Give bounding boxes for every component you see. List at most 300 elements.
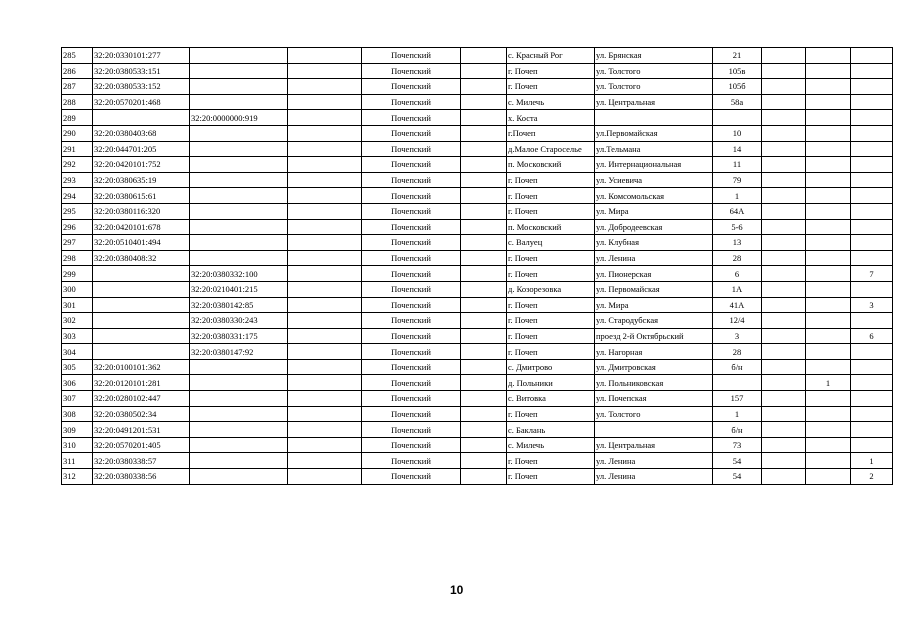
district-cell: Почепский [362, 110, 461, 126]
table-row [62, 125, 893, 141]
blank-cell [288, 313, 362, 329]
blank-cell [461, 141, 507, 157]
extra-column-1-cell [762, 79, 806, 95]
blank-cell [461, 250, 507, 266]
table-row [62, 469, 893, 485]
blank-cell [461, 110, 507, 126]
cadastral-number-alt-cell [190, 422, 288, 438]
blank-cell [288, 141, 362, 157]
extra-column-1-cell [762, 63, 806, 79]
table-row [62, 188, 893, 204]
district-cell: Почепский [362, 375, 461, 391]
extra-column-3-cell [851, 172, 893, 188]
cadastral-number-cell: 32:20:0570201:405 [93, 437, 190, 453]
row-number: 304 [62, 344, 93, 360]
table-row [62, 250, 893, 266]
extra-column-3-cell [851, 391, 893, 407]
extra-column-3-cell [851, 219, 893, 235]
house-number-cell: б/н [713, 422, 762, 438]
locality-cell: с. Милечь [507, 94, 595, 110]
extra-column-2-cell [806, 453, 851, 469]
house-number-cell: 54 [713, 469, 762, 485]
district-cell: Почепский [362, 281, 461, 297]
blank-cell [461, 48, 507, 64]
extra-column-2-cell [806, 328, 851, 344]
street-cell: ул.Первомайская [595, 125, 713, 141]
house-number-cell [713, 110, 762, 126]
row-number: 305 [62, 359, 93, 375]
blank-cell [288, 203, 362, 219]
row-number: 292 [62, 157, 93, 173]
blank-cell [288, 63, 362, 79]
house-number-cell: 11 [713, 157, 762, 173]
street-cell: ул. Мира [595, 203, 713, 219]
table-row [62, 63, 893, 79]
blank-cell [461, 235, 507, 251]
cadastral-number-alt-cell [190, 63, 288, 79]
table-row [62, 157, 893, 173]
registry-table [61, 47, 893, 485]
extra-column-1-cell [762, 328, 806, 344]
cadastral-number-alt-cell [190, 235, 288, 251]
locality-cell: х. Коста [507, 110, 595, 126]
street-cell: ул. Почепская [595, 391, 713, 407]
district-cell: Почепский [362, 203, 461, 219]
extra-column-3-cell [851, 235, 893, 251]
blank-cell [461, 203, 507, 219]
row-number: 293 [62, 172, 93, 188]
cadastral-number-alt-cell [190, 188, 288, 204]
extra-column-1-cell [762, 359, 806, 375]
extra-column-1-cell [762, 94, 806, 110]
locality-cell: г. Почеп [507, 203, 595, 219]
cadastral-number-cell: 32:20:0100101:362 [93, 359, 190, 375]
blank-cell [288, 235, 362, 251]
blank-cell [461, 406, 507, 422]
extra-column-2-cell [806, 469, 851, 485]
blank-cell [288, 406, 362, 422]
cadastral-number-alt-cell: 32:20:0380332:100 [190, 266, 288, 282]
cadastral-number-alt-cell [190, 219, 288, 235]
extra-column-3-cell [851, 125, 893, 141]
blank-cell [288, 437, 362, 453]
cadastral-number-alt-cell [190, 48, 288, 64]
locality-cell: г. Почеп [507, 344, 595, 360]
cadastral-number-cell: 32:20:0380116:320 [93, 203, 190, 219]
district-cell: Почепский [362, 141, 461, 157]
district-cell: Почепский [362, 63, 461, 79]
cadastral-number-alt-cell: 32:20:0380331:175 [190, 328, 288, 344]
row-number: 295 [62, 203, 93, 219]
extra-column-2-cell [806, 172, 851, 188]
extra-column-2-cell [806, 406, 851, 422]
blank-cell [461, 469, 507, 485]
extra-column-1-cell [762, 125, 806, 141]
cadastral-number-cell: 32:20:0491201:531 [93, 422, 190, 438]
locality-cell: г. Почеп [507, 313, 595, 329]
table-row [62, 203, 893, 219]
extra-column-1-cell [762, 375, 806, 391]
extra-column-2-cell [806, 188, 851, 204]
row-number: 297 [62, 235, 93, 251]
cadastral-number-cell [93, 313, 190, 329]
house-number-cell: 13 [713, 235, 762, 251]
extra-column-1-cell [762, 422, 806, 438]
table-row [62, 235, 893, 251]
house-number-cell: 73 [713, 437, 762, 453]
street-cell: ул. Мира [595, 297, 713, 313]
locality-cell: д. Козорезовка [507, 281, 595, 297]
blank-cell [461, 422, 507, 438]
row-number: 287 [62, 79, 93, 95]
cadastral-number-alt-cell [190, 437, 288, 453]
district-cell: Почепский [362, 172, 461, 188]
district-cell: Почепский [362, 406, 461, 422]
street-cell: проезд 2-й Октябрьский [595, 328, 713, 344]
extra-column-2-cell [806, 157, 851, 173]
street-cell: ул. Брянская [595, 48, 713, 64]
house-number-cell: 12/4 [713, 313, 762, 329]
street-cell: ул. Ленина [595, 453, 713, 469]
locality-cell: д.Малое Староселье [507, 141, 595, 157]
extra-column-1-cell [762, 141, 806, 157]
cadastral-number-cell [93, 110, 190, 126]
extra-column-2-cell [806, 313, 851, 329]
house-number-cell: 28 [713, 250, 762, 266]
extra-column-2-cell [806, 250, 851, 266]
district-cell: Почепский [362, 48, 461, 64]
extra-column-2-cell [806, 79, 851, 95]
blank-cell [461, 453, 507, 469]
blank-cell [288, 110, 362, 126]
extra-column-1-cell [762, 391, 806, 407]
cadastral-number-alt-cell [190, 79, 288, 95]
blank-cell [288, 188, 362, 204]
cadastral-number-alt-cell [190, 359, 288, 375]
extra-column-1-cell [762, 157, 806, 173]
cadastral-number-alt-cell [190, 94, 288, 110]
blank-cell [461, 437, 507, 453]
house-number-cell: 3 [713, 328, 762, 344]
extra-column-1-cell [762, 297, 806, 313]
table-row [62, 391, 893, 407]
extra-column-3-cell [851, 63, 893, 79]
row-number: 306 [62, 375, 93, 391]
street-cell: ул. Толстого [595, 79, 713, 95]
cadastral-number-alt-cell [190, 375, 288, 391]
cadastral-number-cell: 32:20:0380615:61 [93, 188, 190, 204]
cadastral-number-cell: 32:20:0330101:277 [93, 48, 190, 64]
locality-cell: г. Почеп [507, 297, 595, 313]
extra-column-2-cell [806, 437, 851, 453]
table-row [62, 406, 893, 422]
blank-cell [461, 375, 507, 391]
extra-column-1-cell [762, 235, 806, 251]
cadastral-number-cell: 32:20:0420101:678 [93, 219, 190, 235]
extra-column-3-cell [851, 203, 893, 219]
extra-column-3-cell [851, 422, 893, 438]
street-cell: ул. Толстого [595, 63, 713, 79]
cadastral-number-cell: 32:20:0380338:56 [93, 469, 190, 485]
blank-cell [288, 375, 362, 391]
locality-cell: п. Московский [507, 157, 595, 173]
cadastral-number-cell: 32:20:0510401:494 [93, 235, 190, 251]
table-row [62, 359, 893, 375]
extra-column-3-cell [851, 110, 893, 126]
street-cell: ул. Первомайская [595, 281, 713, 297]
street-cell: ул. Нагорная [595, 344, 713, 360]
locality-cell: г. Почеп [507, 406, 595, 422]
blank-cell [461, 94, 507, 110]
house-number-cell: 105в [713, 63, 762, 79]
extra-column-3-cell [851, 79, 893, 95]
extra-column-1-cell [762, 453, 806, 469]
cadastral-number-alt-cell [190, 203, 288, 219]
house-number-cell: 28 [713, 344, 762, 360]
cadastral-number-alt-cell [190, 453, 288, 469]
cadastral-number-cell: 32:20:0120101:281 [93, 375, 190, 391]
extra-column-3-cell [851, 48, 893, 64]
extra-column-3-cell: 2 [851, 469, 893, 485]
street-cell: ул. Интернациональная [595, 157, 713, 173]
district-cell: Почепский [362, 250, 461, 266]
blank-cell [461, 172, 507, 188]
extra-column-2-cell [806, 141, 851, 157]
table-row [62, 328, 893, 344]
street-cell: ул. Центральная [595, 94, 713, 110]
extra-column-2-cell [806, 125, 851, 141]
blank-cell [288, 391, 362, 407]
blank-cell [461, 79, 507, 95]
cadastral-number-cell [93, 344, 190, 360]
row-number: 286 [62, 63, 93, 79]
street-cell: ул. Добродеевская [595, 219, 713, 235]
house-number-cell [713, 375, 762, 391]
table-row [62, 48, 893, 64]
extra-column-2-cell [806, 48, 851, 64]
blank-cell [288, 157, 362, 173]
extra-column-1-cell [762, 250, 806, 266]
cadastral-number-alt-cell: 32:20:0210401:215 [190, 281, 288, 297]
house-number-cell: 41А [713, 297, 762, 313]
extra-column-1-cell [762, 172, 806, 188]
cadastral-number-cell [93, 266, 190, 282]
blank-cell [461, 359, 507, 375]
blank-cell [288, 359, 362, 375]
cadastral-number-cell: 32:20:0420101:752 [93, 157, 190, 173]
blank-cell [461, 188, 507, 204]
table-row [62, 437, 893, 453]
extra-column-1-cell [762, 281, 806, 297]
cadastral-number-alt-cell [190, 172, 288, 188]
table-row [62, 297, 893, 313]
street-cell: ул. Комсомольская [595, 188, 713, 204]
house-number-cell: 64А [713, 203, 762, 219]
blank-cell [461, 313, 507, 329]
blank-cell [288, 297, 362, 313]
table-row [62, 79, 893, 95]
extra-column-1-cell [762, 344, 806, 360]
row-number: 288 [62, 94, 93, 110]
extra-column-1-cell [762, 266, 806, 282]
extra-column-3-cell [851, 281, 893, 297]
locality-cell: г. Почеп [507, 469, 595, 485]
extra-column-3-cell [851, 141, 893, 157]
district-cell: Почепский [362, 328, 461, 344]
row-number: 290 [62, 125, 93, 141]
street-cell: ул. Усиевича [595, 172, 713, 188]
house-number-cell: 5-6 [713, 219, 762, 235]
extra-column-3-cell: 6 [851, 328, 893, 344]
extra-column-3-cell [851, 375, 893, 391]
extra-column-1-cell [762, 110, 806, 126]
cadastral-number-cell: 32:20:0380635:19 [93, 172, 190, 188]
table-row [62, 375, 893, 391]
cadastral-number-alt-cell [190, 125, 288, 141]
district-cell: Почепский [362, 79, 461, 95]
house-number-cell: 1 [713, 188, 762, 204]
row-number: 309 [62, 422, 93, 438]
table-row [62, 110, 893, 126]
locality-cell: п. Московский [507, 219, 595, 235]
row-number: 308 [62, 406, 93, 422]
street-cell: ул. Клубная [595, 235, 713, 251]
locality-cell: с. Милечь [507, 437, 595, 453]
row-number: 311 [62, 453, 93, 469]
blank-cell [288, 125, 362, 141]
district-cell: Почепский [362, 359, 461, 375]
cadastral-number-cell [93, 281, 190, 297]
blank-cell [461, 391, 507, 407]
street-cell: ул.Тельмана [595, 141, 713, 157]
house-number-cell: 58а [713, 94, 762, 110]
cadastral-number-alt-cell: 32:20:0380142:85 [190, 297, 288, 313]
extra-column-3-cell [851, 94, 893, 110]
row-number: 296 [62, 219, 93, 235]
house-number-cell: 54 [713, 453, 762, 469]
extra-column-3-cell [851, 359, 893, 375]
district-cell: Почепский [362, 188, 461, 204]
extra-column-1-cell [762, 313, 806, 329]
extra-column-3-cell [851, 313, 893, 329]
locality-cell: г. Почеп [507, 453, 595, 469]
cadastral-number-cell: 32:20:044701:205 [93, 141, 190, 157]
blank-cell [288, 453, 362, 469]
cadastral-number-cell: 32:20:0570201:468 [93, 94, 190, 110]
house-number-cell: 6 [713, 266, 762, 282]
table-row [62, 94, 893, 110]
row-number: 291 [62, 141, 93, 157]
extra-column-1-cell [762, 406, 806, 422]
extra-column-3-cell [851, 344, 893, 360]
blank-cell [288, 219, 362, 235]
extra-column-1-cell [762, 219, 806, 235]
cadastral-number-alt-cell [190, 250, 288, 266]
extra-column-1-cell [762, 469, 806, 485]
extra-column-3-cell [851, 157, 893, 173]
cadastral-number-cell: 32:20:0380533:151 [93, 63, 190, 79]
table-row [62, 344, 893, 360]
locality-cell: г. Почеп [507, 250, 595, 266]
extra-column-3-cell [851, 250, 893, 266]
extra-column-2-cell [806, 203, 851, 219]
blank-cell [461, 125, 507, 141]
street-cell [595, 422, 713, 438]
blank-cell [288, 281, 362, 297]
extra-column-3-cell: 7 [851, 266, 893, 282]
cadastral-number-cell: 32:20:0380338:57 [93, 453, 190, 469]
blank-cell [288, 266, 362, 282]
street-cell: ул. Ленина [595, 469, 713, 485]
locality-cell: г. Почеп [507, 328, 595, 344]
blank-cell [461, 266, 507, 282]
house-number-cell: 1 [713, 406, 762, 422]
row-number: 312 [62, 469, 93, 485]
district-cell: Почепский [362, 422, 461, 438]
extra-column-2-cell [806, 422, 851, 438]
cadastral-number-cell [93, 328, 190, 344]
table-row [62, 219, 893, 235]
extra-column-3-cell [851, 188, 893, 204]
cadastral-number-cell: 32:20:0280102:447 [93, 391, 190, 407]
blank-cell [288, 94, 362, 110]
blank-cell [461, 344, 507, 360]
blank-cell [288, 422, 362, 438]
row-number: 310 [62, 437, 93, 453]
extra-column-2-cell [806, 281, 851, 297]
cadastral-number-cell: 32:20:0380403:68 [93, 125, 190, 141]
district-cell: Почепский [362, 235, 461, 251]
locality-cell: г. Почеп [507, 266, 595, 282]
house-number-cell: 21 [713, 48, 762, 64]
cadastral-number-cell: 32:20:0380533:152 [93, 79, 190, 95]
extra-column-2-cell [806, 63, 851, 79]
district-cell: Почепский [362, 344, 461, 360]
street-cell [595, 110, 713, 126]
cadastral-number-cell [93, 297, 190, 313]
street-cell: ул. Пионерская [595, 266, 713, 282]
blank-cell [288, 79, 362, 95]
locality-cell: г. Почеп [507, 172, 595, 188]
extra-column-2-cell: 1 [806, 375, 851, 391]
extra-column-2-cell [806, 235, 851, 251]
locality-cell: г. Почеп [507, 188, 595, 204]
extra-column-2-cell [806, 266, 851, 282]
row-number: 307 [62, 391, 93, 407]
blank-cell [288, 469, 362, 485]
district-cell: Почепский [362, 297, 461, 313]
district-cell: Почепский [362, 266, 461, 282]
extra-column-3-cell: 3 [851, 297, 893, 313]
extra-column-1-cell [762, 48, 806, 64]
house-number-cell: 10 [713, 125, 762, 141]
cadastral-number-cell: 32:20:0380408:32 [93, 250, 190, 266]
cadastral-number-cell: 32:20:0380502:34 [93, 406, 190, 422]
extra-column-2-cell [806, 110, 851, 126]
locality-cell: г.Почеп [507, 125, 595, 141]
cadastral-number-alt-cell [190, 469, 288, 485]
cadastral-number-alt-cell: 32:20:0380330:243 [190, 313, 288, 329]
extra-column-2-cell [806, 219, 851, 235]
locality-cell: с. Дмитрово [507, 359, 595, 375]
district-cell: Почепский [362, 94, 461, 110]
row-number: 301 [62, 297, 93, 313]
cadastral-number-alt-cell [190, 157, 288, 173]
district-cell: Почепский [362, 125, 461, 141]
table-row [62, 281, 893, 297]
house-number-cell: 79 [713, 172, 762, 188]
street-cell: ул. Толстого [595, 406, 713, 422]
